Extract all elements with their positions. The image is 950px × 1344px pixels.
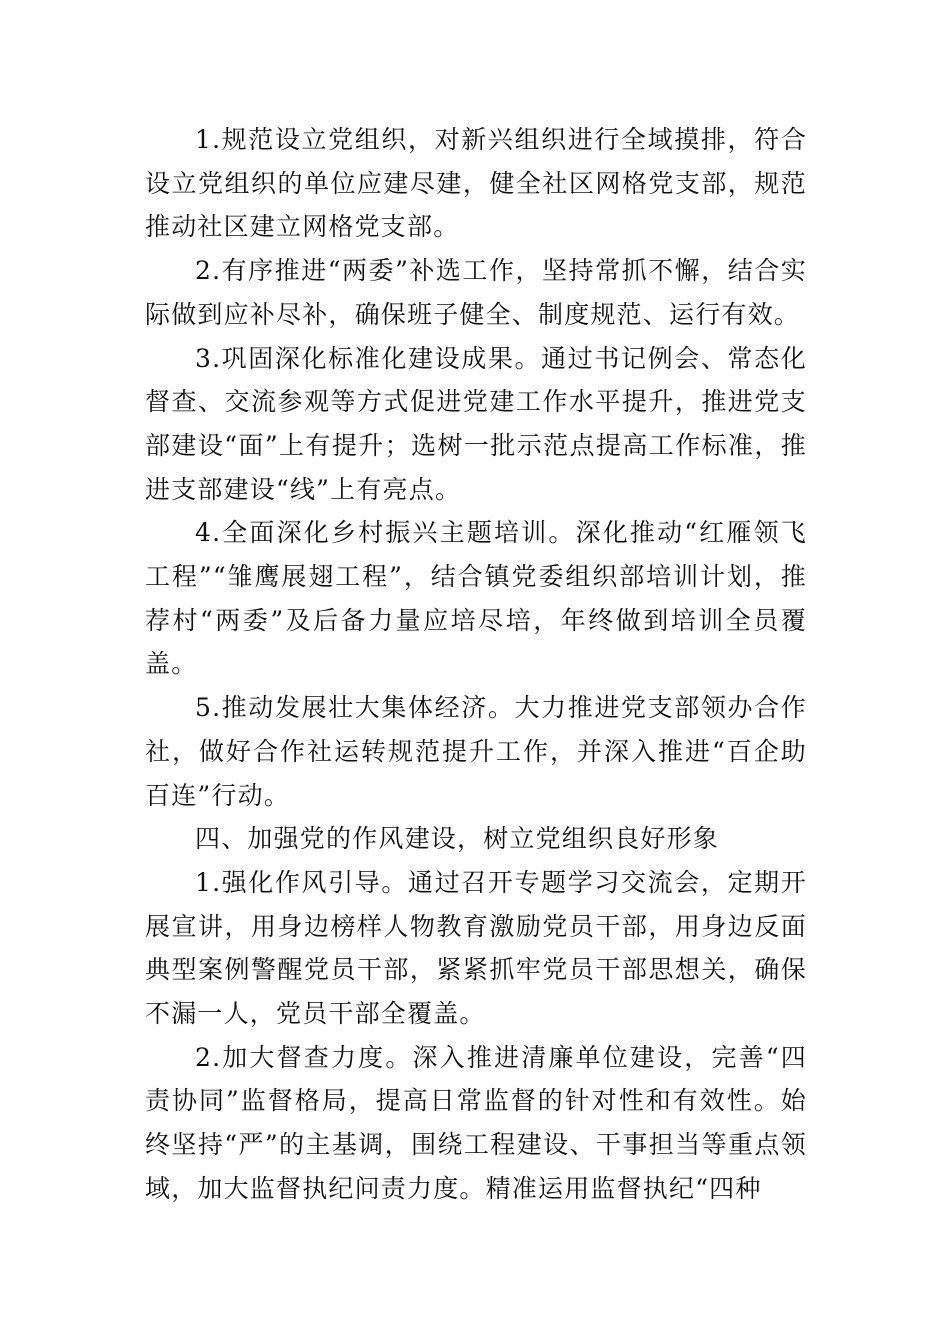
paragraph-item-4: 4.全面深化乡村振兴主题培训。深化推动“红雁领飞工程”“雏鹰展翅工程”，结合镇党委组织部培训计划，推荐村“两委”及后备力量应培尽培，年终做到培训全员覆盖。 [145,518,807,679]
paragraph-item-3: 3.巩固深化标准化建设成果。通过书记例会、常态化督查、交流参观等方式促进党建工作水平提升，推进党支部建设“面”上有提升；选树一批示范点提高工作标准，推进支部建设“线”上有亮点。 [145,343,807,504]
document-body [145,118,807,1211]
paragraph-item-style-1: 1.强化作风引导。通过召开专题学习交流会，定期开展宣讲，用身边榜样人物教育激励党员干部，用身边反面典型案例警醒党员干部，紧紧抓牢党员干部思想关，确保不漏一人，党员干部全覆盖。 [145,867,807,1029]
paragraph-item-2: 2.有序推进“两委”补选工作，坚持常抓不懈，结合实际做到应补尽补，确保班子健全、制度规范、运行有效。 [145,256,807,329]
paragraph-item-5: 5.推动发展壮大集体经济。大力推进党支部领办合作社，做好合作社运转规范提升工作，并深入推进“百企助百连”行动。 [145,693,807,810]
section-heading-four: 四、加强党的作风建设，树立党组织良好形象 [195,824,720,854]
paragraph-item-1: 1.规范设立党组织，对新兴组织进行全域摸排，符合设立党组织的单位应建尽建，健全社区网格党支部，规范推动社区建立网格党支部。 [145,125,807,242]
paragraph-item-style-2: 2.加大督查力度。深入推进清廉单位建设，完善“四责协同”监督格局，提高日常监督的针对性和有效性。始终坚持“严”的主基调，围绕工程建设、干事担当等重点领域，加大监督执纪问责力度。精准运用监督执纪“四种 [145,1042,807,1203]
